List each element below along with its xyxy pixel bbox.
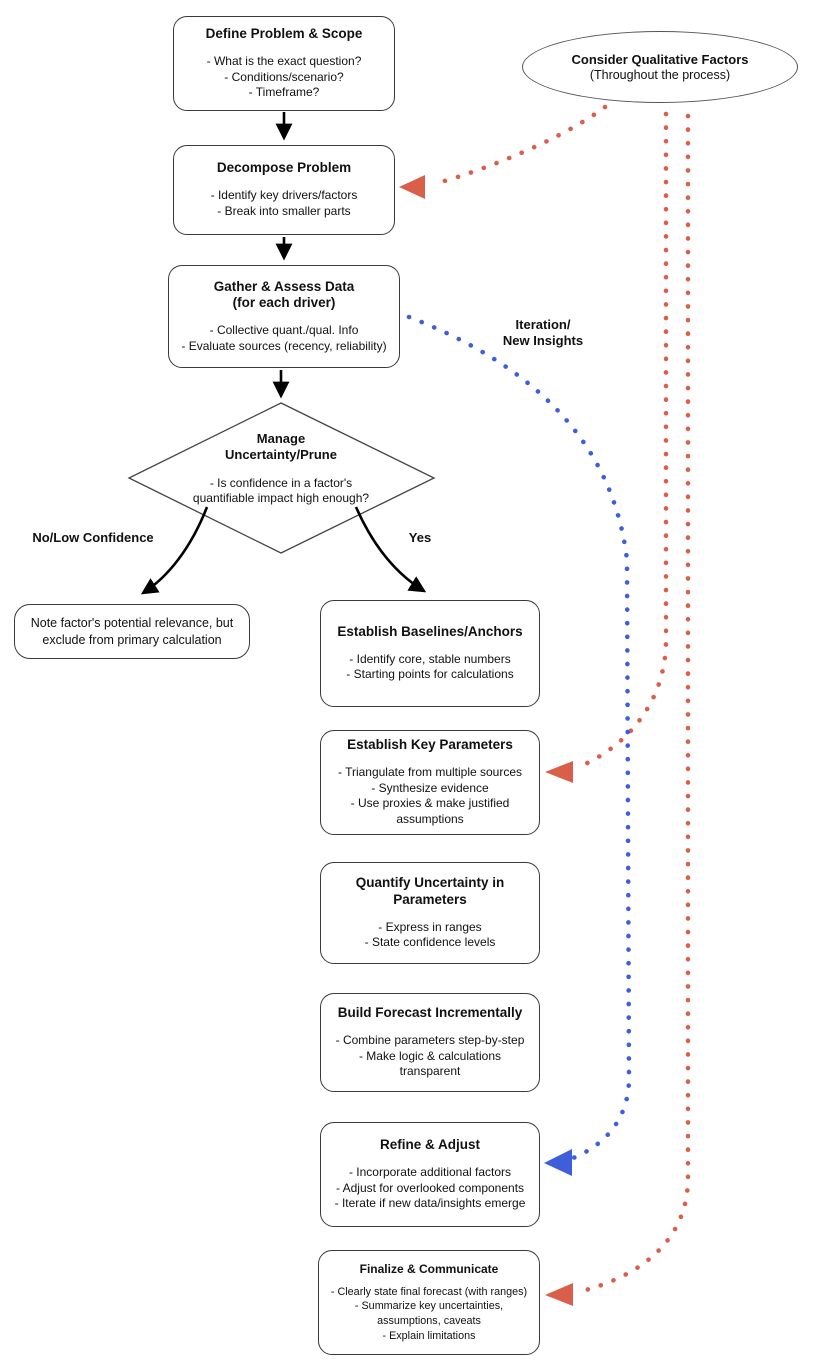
node-define-problem: [173, 16, 395, 111]
bullet-line: - Summarize key uncertainties, assumptions, caveats: [354, 1300, 504, 1327]
bullet-line: - Synthesize evidence: [371, 780, 489, 795]
blue-arrowhead-refine: [544, 1149, 572, 1176]
bullet-line: - Clearly state final forecast (with ranges): [330, 1285, 528, 1298]
dotted-link-qualitative-to-decompose: [434, 107, 605, 184]
arrow-yes-branch: [356, 507, 424, 591]
red-arrowhead-finalize: [545, 1283, 573, 1306]
bullet-line: - Break into smaller parts: [217, 203, 351, 218]
node-title: Quantify Uncertainty in Parameters: [355, 875, 505, 907]
node-title: Gather & Assess Data: [213, 278, 355, 294]
node-manage-uncertainty: [186, 431, 376, 507]
label-iteration-new-insights: [478, 317, 608, 350]
bullet-line: - State confidence levels: [364, 935, 496, 950]
node-bullets: [327, 1033, 533, 1080]
bullet-line: - Collective quant./qual. Info: [209, 323, 359, 338]
node-build-forecast: [320, 993, 540, 1092]
bullet-line: - Evaluate sources (recency, reliability): [181, 338, 387, 353]
node-bullets: [325, 1285, 533, 1343]
node-title: Consider Qualitative Factors: [571, 52, 749, 67]
bullet-line: - Identify core, stable numbers: [349, 651, 511, 666]
dotted-link-qualitative-to-finalize: [578, 116, 688, 1292]
node-bullets: [365, 920, 496, 951]
arrow-no-branch: [143, 507, 207, 593]
bullet-line: - What is the exact question?: [206, 54, 362, 69]
node-consider-qualitative-factors: [522, 31, 798, 103]
node-title: Build Forecast Incrementally: [337, 1005, 523, 1021]
node-subtitle: (Throughout the process): [589, 68, 731, 82]
node-bullets: [211, 188, 358, 219]
node-establish-key-parameters: [320, 730, 540, 835]
node-subtitle: (for each driver): [232, 295, 336, 311]
node-finalize-communicate: [318, 1250, 540, 1355]
dotted-link-qualitative-to-parameters: [576, 114, 666, 768]
label-line: Iteration/: [515, 317, 571, 332]
bullet-line: - Express in ranges: [378, 919, 482, 934]
node-title: Establish Baselines/Anchors: [337, 623, 523, 639]
label-line: New Insights: [502, 333, 584, 349]
node-question: - Is confidence in a factor's quantifiable impact high enough?: [192, 475, 370, 506]
node-title: Define Problem & Scope: [205, 26, 363, 42]
node-bullets: [207, 54, 362, 101]
node-quantify-uncertainty: [320, 862, 540, 964]
node-title: Establish Key Parameters: [347, 737, 513, 753]
label-no-low-confidence: No/Low Confidence: [32, 530, 154, 545]
node-bullets: [335, 1165, 526, 1212]
bullet-line: - Incorporate additional factors: [348, 1165, 512, 1180]
bullet-line: - Timeframe?: [248, 85, 320, 100]
node-title: Decompose Problem: [216, 160, 352, 176]
node-title: Finalize & Communicate: [359, 1261, 499, 1276]
red-arrowhead-parameters: [545, 761, 573, 783]
bullet-line: - Triangulate from multiple sources: [337, 765, 523, 780]
node-title-block: [214, 279, 355, 313]
bullet-line: - Make logic & calculations transparent: [358, 1048, 502, 1079]
bullet-line: - Starting points for calculations: [346, 667, 514, 682]
bullet-line: - Combine parameters step-by-step: [335, 1033, 525, 1048]
bullet-line: - Conditions/scenario?: [224, 69, 344, 84]
title-line: Uncertainty/Prune: [225, 447, 337, 463]
node-bullets: [327, 765, 533, 827]
bullet-line: - Iterate if new data/insights emerge: [334, 1196, 526, 1211]
bullet-line: - Explain limitations: [382, 1329, 476, 1342]
bullet-line: - Adjust for overlooked components: [335, 1180, 525, 1195]
node-title: Refine & Adjust: [379, 1137, 480, 1153]
node-gather-data: [168, 265, 400, 368]
bullet-line: - Identify key drivers/factors: [210, 188, 358, 203]
label-yes: Yes: [408, 530, 432, 545]
node-title: [225, 431, 337, 464]
title-line: Manage: [256, 431, 306, 446]
node-decompose-problem: [173, 145, 395, 235]
node-note-factor: Note factor's potential relevance, but exclude from primary calculation: [14, 604, 250, 659]
node-refine-adjust: [320, 1122, 540, 1227]
node-bullets: [346, 652, 513, 683]
bullet-line: - Use proxies & make justified assumptions: [350, 796, 510, 827]
red-arrowhead-decompose: [399, 175, 425, 199]
node-establish-baselines: [320, 600, 540, 707]
node-bullets: [181, 323, 386, 354]
